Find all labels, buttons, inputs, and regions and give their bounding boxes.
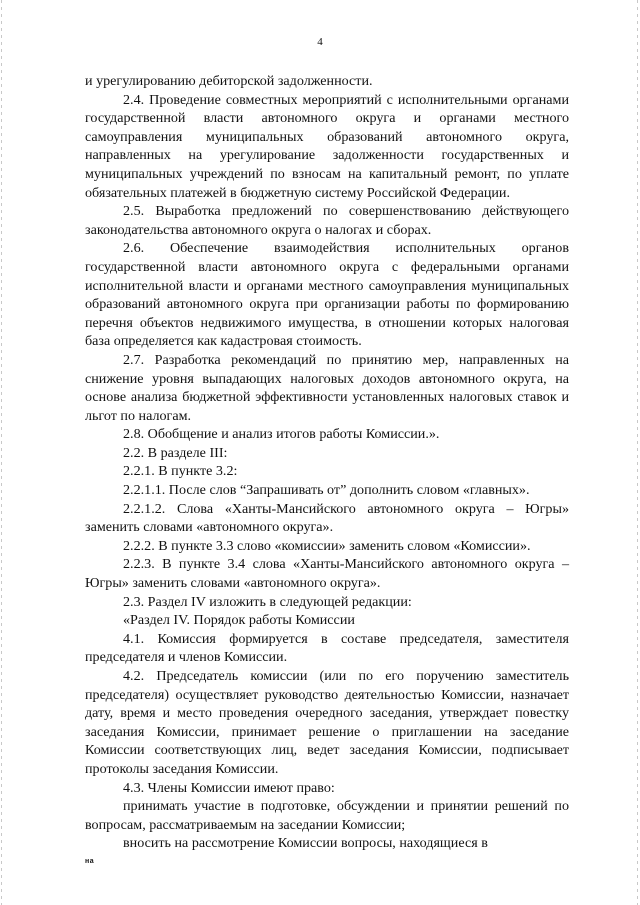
paragraph-2-8: 2.8. Обобщение и анализ итогов работы Комиссии.».	[123, 426, 440, 443]
paragraph-amend-2-3: 2.3. Раздел IV изложить в следующей редакции:	[123, 593, 412, 610]
paragraph-amend-2-2-3: 2.2.3. В пункте 3.4 слова «Ханты-Мансийского автономного округа – Югры» заменить словами «автономного округа».	[85, 556, 569, 592]
paragraph-amend-2-2-1-2: 2.2.1.2. Слова «Ханты-Мансийского автономного округа – Югры» заменить словами «автономного округа».	[85, 500, 569, 536]
section-heading: «Раздел IV. Порядок работы Комиссии	[123, 612, 355, 629]
paragraph-2-6: 2.6. Обеспечение взаимодействия исполнительных органов государственной власти автономного округа с федеральными органами исполнительной власти и органами местного самоуправления муниципальных образований автономного округа при организации работы по формированию перечня объектов недвижимого имущества, в отношении которых налоговая база определяется как кадастровая стоимость.	[85, 240, 569, 350]
paragraph-2-5: 2.5. Выработка предложений по совершенствованию действующего законодательства автономного округа о налогах и сборах.	[85, 203, 569, 238]
paragraph-4-2: 4.2. Председатель комиссии (или по его поручению заместитель председателя) осуществляет руководство деятельностью Комиссии, назначает дату, время и место проведения очередного заседания, утверждает повестку заседания Комиссии, принимает решение о приглашении на заседание Комиссии соответствующих лиц, ведет заседания Комиссии, подписывает протоколы заседания Комиссии.	[85, 668, 569, 777]
paragraph-2-4: 2.4. Проведение совместных мероприятий с исполнительными органами государственной власти автономного округа и органами местного самоуправления муниципальных образований автономного округа, направленных на урегулирование задолженности государственных и муниципальных учреждений по взносам на капитальный ремонт, по уплате обязательных платежей в бюджетную систему Российской Федерации.	[85, 91, 569, 201]
footer-mark: на	[85, 858, 95, 865]
paragraph-4-3: 4.3. Члены Комиссии имеют право:	[123, 779, 335, 796]
paragraph-continuation: и урегулированию дебиторской задолженности.	[85, 73, 373, 89]
paragraph-right-2: вносить на рассмотрение Комиссии вопросы, находящиеся в	[123, 835, 488, 852]
paragraph-2-7: 2.7. Разработка рекомендаций по принятию мер, направленных на снижение уровня выпадающих налоговых доходов автономного округа, на основе анализа бюджетной эффективности установленных налоговых ставок и льгот по налогам.	[85, 351, 569, 424]
paragraph-amend-2-2-1-1: 2.2.1.1. После слов “Запрашивать от” дополнить словом «главных».	[123, 482, 530, 499]
scan-edge-left	[1, 0, 2, 905]
paragraph-4-1: 4.1. Комиссия формируется в составе председателя, заместителя председателя и членов Комиссии.	[85, 630, 569, 666]
paragraph-right-1: принимать участие в подготовке, обсуждении и принятии решений по вопросам, рассматриваемым на заседании Комиссии;	[85, 798, 569, 833]
scan-edge-right	[637, 0, 638, 905]
paragraph-amend-2-2-1: 2.2.1. В пункте 3.2:	[123, 463, 238, 480]
document-body	[85, 72, 569, 853]
paragraph-amend-2-2-2: 2.2.2. В пункте 3.3 слово «комиссии» заменить словом «Комиссии».	[123, 537, 531, 554]
page-number: 4	[317, 36, 323, 48]
paragraph-amend-2-2: 2.2. В разделе III:	[123, 444, 228, 461]
